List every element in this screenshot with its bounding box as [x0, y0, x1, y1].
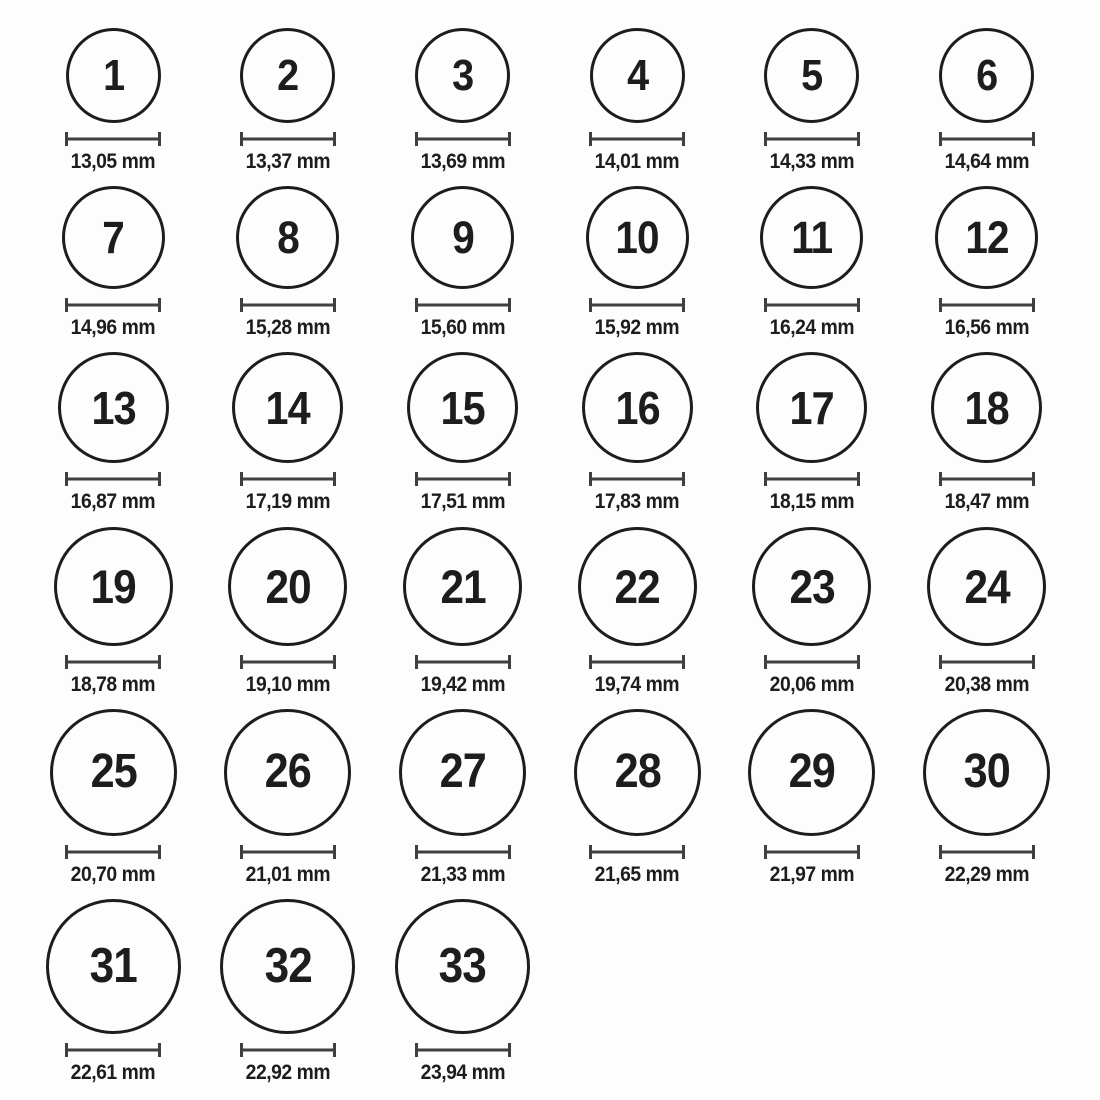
diameter-measure-bar [764, 845, 860, 859]
diameter-label: 14,64 mm [944, 150, 1029, 173]
ring-size-cell [760, 186, 863, 340]
diameter-measure-bar [764, 298, 860, 312]
diameter-measure-bar [939, 132, 1035, 146]
ring-circle [923, 709, 1050, 836]
diameter-measure-bar [589, 472, 685, 486]
diameter-measure-bar [240, 655, 336, 669]
ring-size-number: 17 [789, 381, 835, 434]
ring-size-cell [58, 352, 169, 514]
ring-size-cell [923, 709, 1050, 887]
diameter-measure-bar [240, 472, 336, 486]
ring-size-number: 8 [277, 212, 299, 264]
ring-size-cell [589, 28, 685, 174]
diameter-measure-bar [415, 298, 511, 312]
ring-size-cell [46, 899, 181, 1085]
ring-circle [748, 709, 875, 836]
ring-size-number: 16 [615, 381, 660, 434]
ring-circle [54, 527, 173, 646]
ring-size-cell [232, 352, 343, 514]
ring-size-cell [574, 709, 701, 887]
ring-size-number: 15 [440, 381, 485, 434]
diameter-label: 21,97 mm [769, 862, 855, 886]
diameter-label: 16,24 mm [769, 316, 855, 340]
ring-size-cell [586, 186, 689, 340]
ring-size-number: 33 [439, 938, 487, 993]
ring-circle [574, 709, 701, 836]
diameter-measure-bar [939, 472, 1035, 486]
ring-circle [931, 352, 1042, 463]
ring-circle [224, 709, 351, 836]
diameter-measure-bar [764, 655, 860, 669]
ring-size-number: 1 [102, 50, 124, 100]
ring-size-number: 26 [264, 745, 312, 799]
diameter-measure-bar [939, 845, 1035, 859]
ring-size-grid [26, 28, 1074, 1097]
diameter-measure-bar [65, 655, 161, 669]
diameter-measure-bar [764, 472, 860, 486]
ring-size-number: 30 [963, 745, 1010, 799]
ring-size-number: 2 [277, 50, 299, 100]
diameter-label: 14,33 mm [769, 150, 855, 173]
ring-size-cell [50, 709, 177, 887]
diameter-label: 15,28 mm [245, 316, 331, 340]
ring-size-cell [756, 352, 867, 514]
ring-size-cell [411, 186, 514, 340]
ring-size-number: 31 [89, 938, 137, 993]
ring-size-number: 7 [102, 212, 125, 264]
ring-size-number: 29 [788, 745, 836, 799]
diameter-measure-bar [240, 1043, 336, 1057]
ring-circle [756, 352, 867, 463]
ring-circle [582, 352, 693, 463]
diameter-measure-bar [65, 472, 161, 486]
ring-size-cell [240, 28, 336, 174]
diameter-label: 13,69 mm [420, 150, 505, 173]
ring-size-cell [220, 899, 355, 1085]
diameter-label: 21,65 mm [595, 862, 680, 886]
ring-size-cell [748, 709, 875, 887]
diameter-label: 13,37 mm [245, 150, 331, 173]
ring-size-cell [65, 28, 161, 174]
diameter-measure-bar [65, 132, 161, 146]
ring-size-cell [578, 527, 697, 697]
ring-circle [586, 186, 689, 289]
ring-size-cell [939, 28, 1035, 174]
ring-size-number: 32 [264, 938, 312, 993]
ring-size-cell [407, 352, 518, 514]
diameter-label: 20,06 mm [769, 672, 855, 696]
ring-circle [220, 899, 355, 1034]
diameter-measure-bar [65, 298, 161, 312]
ring-circle [935, 186, 1038, 289]
ring-size-number: 11 [791, 212, 833, 264]
ring-size-number: 6 [976, 50, 998, 100]
ring-size-number: 13 [91, 381, 136, 434]
diameter-label: 20,70 mm [71, 862, 156, 886]
diameter-label: 16,87 mm [71, 490, 156, 514]
ring-size-number: 19 [90, 559, 136, 613]
ring-circle [939, 28, 1034, 123]
ring-size-cell [582, 352, 693, 514]
diameter-measure-bar [65, 1043, 161, 1057]
ring-circle [399, 709, 526, 836]
diameter-measure-bar [415, 1043, 511, 1057]
diameter-measure-bar [589, 845, 685, 859]
diameter-measure-bar [415, 845, 511, 859]
ring-circle [50, 709, 177, 836]
ring-size-number: 12 [965, 212, 1009, 264]
diameter-label: 22,29 mm [944, 862, 1029, 886]
ring-size-cell [764, 28, 860, 174]
diameter-label: 18,15 mm [769, 490, 855, 514]
ring-size-number: 5 [801, 50, 823, 100]
ring-circle [228, 527, 347, 646]
ring-size-number: 4 [626, 50, 648, 100]
diameter-label: 18,78 mm [71, 672, 156, 696]
ring-size-cell [395, 899, 530, 1085]
ring-size-number: 20 [265, 559, 311, 613]
diameter-label: 17,51 mm [420, 490, 505, 514]
diameter-label: 20,38 mm [944, 672, 1029, 696]
ring-circle [415, 28, 510, 123]
ring-circle [411, 186, 514, 289]
ring-circle [232, 352, 343, 463]
ring-circle [760, 186, 863, 289]
ring-size-number: 24 [964, 559, 1010, 613]
ring-circle [62, 186, 165, 289]
ring-size-number: 18 [964, 381, 1009, 434]
ring-size-cell [54, 527, 173, 697]
ring-size-cell [927, 527, 1046, 697]
ring-size-cell [403, 527, 522, 697]
diameter-label: 17,19 mm [245, 490, 331, 514]
ring-size-number: 28 [614, 745, 661, 799]
ring-circle [407, 352, 518, 463]
ring-size-cell [752, 527, 871, 697]
diameter-label: 22,92 mm [245, 1060, 331, 1084]
diameter-label: 17,83 mm [595, 490, 680, 514]
diameter-measure-bar [764, 132, 860, 146]
ring-size-cell [228, 527, 347, 697]
diameter-label: 15,60 mm [420, 316, 505, 340]
ring-circle [764, 28, 859, 123]
ring-circle [58, 352, 169, 463]
diameter-label: 18,47 mm [944, 490, 1029, 514]
ring-circle [590, 28, 685, 123]
ring-circle [46, 899, 181, 1034]
diameter-label: 22,61 mm [71, 1060, 156, 1084]
ring-size-number: 14 [265, 381, 311, 434]
ring-circle [927, 527, 1046, 646]
ring-size-cell [935, 186, 1038, 340]
diameter-measure-bar [589, 298, 685, 312]
diameter-measure-bar [939, 298, 1035, 312]
diameter-measure-bar [240, 298, 336, 312]
ring-size-cell [399, 709, 526, 887]
ring-size-number: 3 [452, 50, 474, 100]
diameter-label: 21,01 mm [245, 862, 331, 886]
diameter-label: 19,74 mm [595, 672, 680, 696]
diameter-label: 14,96 mm [71, 316, 156, 340]
diameter-label: 19,42 mm [420, 672, 505, 696]
ring-circle [578, 527, 697, 646]
ring-size-number: 27 [439, 745, 486, 799]
ring-circle [403, 527, 522, 646]
ring-size-number: 21 [440, 559, 486, 613]
diameter-measure-bar [415, 655, 511, 669]
ring-size-number: 9 [451, 212, 474, 264]
ring-size-number: 22 [614, 559, 660, 613]
ring-size-cell [931, 352, 1042, 514]
ring-circle [752, 527, 871, 646]
diameter-label: 23,94 mm [420, 1060, 505, 1084]
diameter-measure-bar [415, 132, 511, 146]
diameter-label: 19,10 mm [245, 672, 331, 696]
ring-size-cell [224, 709, 351, 887]
diameter-label: 14,01 mm [595, 150, 680, 173]
diameter-label: 15,92 mm [595, 316, 680, 340]
ring-circle [395, 899, 530, 1034]
diameter-measure-bar [415, 472, 511, 486]
ring-circle [236, 186, 339, 289]
ring-size-cell [62, 186, 165, 340]
ring-size-number: 23 [789, 559, 835, 613]
diameter-measure-bar [589, 655, 685, 669]
diameter-measure-bar [240, 132, 336, 146]
ring-size-number: 25 [90, 745, 137, 799]
diameter-label: 16,56 mm [944, 316, 1029, 340]
diameter-measure-bar [65, 845, 161, 859]
ring-size-cell [236, 186, 339, 340]
diameter-label: 21,33 mm [420, 862, 505, 886]
ring-size-cell [415, 28, 511, 174]
ring-circle [66, 28, 161, 123]
ring-circle [240, 28, 335, 123]
ring-size-number: 10 [615, 212, 659, 264]
diameter-measure-bar [589, 132, 685, 146]
diameter-measure-bar [939, 655, 1035, 669]
diameter-label: 13,05 mm [71, 150, 156, 173]
diameter-measure-bar [240, 845, 336, 859]
